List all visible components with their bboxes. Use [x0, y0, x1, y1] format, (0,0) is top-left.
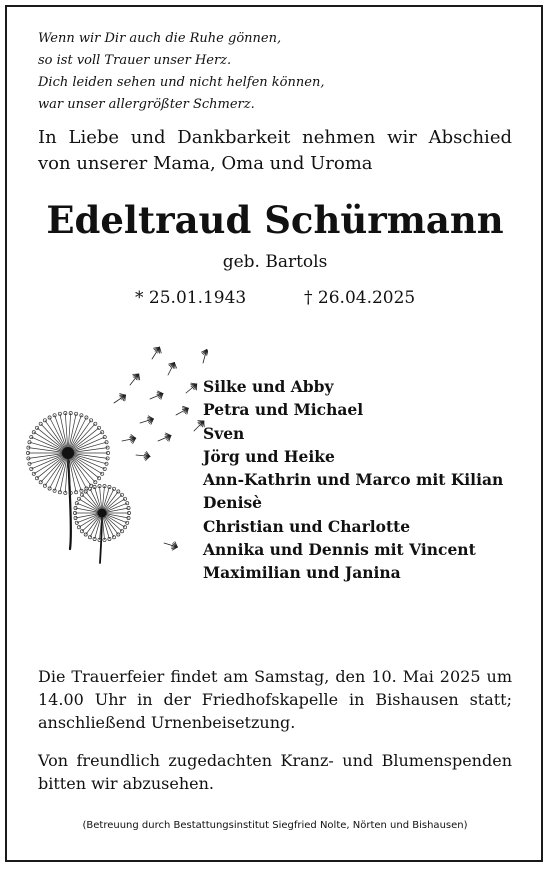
mourner-line: Denisè	[203, 493, 263, 513]
service-text: Die Trauerfeier findet am Samstag, den 10. Mai 2025 um 14.00 Uhr in der Friedhofskapelle in Bishausen statt; anschließend Urnenbeisetzung.	[38, 667, 512, 732]
mourner-line: Sven	[203, 423, 245, 443]
mourner-line: Jörg und Heike	[203, 446, 335, 466]
poem	[38, 28, 358, 116]
dandelion-icon	[18, 345, 208, 585]
poem-line: Wenn wir Dir auch die Ruhe gönnen,	[38, 31, 282, 46]
poem-line: Dich leiden sehen und nicht helfen können,	[38, 75, 325, 90]
birth-date: * 25.01.1943	[135, 288, 247, 308]
intro-text: In Liebe und Dankbarkeit nehmen wir Abschied von unserer Mama, Oma und Uroma	[38, 127, 512, 174]
mourner-line: Ann-Kathrin und Marco mit Kilian	[203, 470, 504, 490]
maiden-name: geb. Bartols	[222, 252, 328, 272]
mourner-line: Annika und Dennis mit Vincent	[203, 540, 476, 560]
flowers-text: Von freundlich zugedachten Kranz- und Blumenspenden bitten wir abzusehen.	[38, 751, 512, 793]
mourner-line: Maximilian und Janina	[203, 563, 401, 583]
deceased-name: Edeltraud Schürmann	[46, 198, 504, 242]
mourner-line: Petra und Michael	[203, 400, 364, 420]
mourner-line: Silke und Abby	[203, 377, 334, 396]
poem-line: so ist voll Trauer unser Herz.	[38, 53, 232, 68]
mourner-line: Christian und Charlotte	[203, 516, 411, 536]
flowers-note	[38, 749, 512, 795]
funeral-home-credit: (Betreuung durch Bestattungsinstitut Siegfried Nolte, Nörten und Bishausen)	[82, 820, 468, 831]
poem-line: war unser allergrößter Schmerz.	[38, 97, 255, 112]
death-date: † 26.04.2025	[304, 288, 416, 308]
service-info	[38, 665, 512, 734]
mourners-list	[203, 375, 523, 585]
